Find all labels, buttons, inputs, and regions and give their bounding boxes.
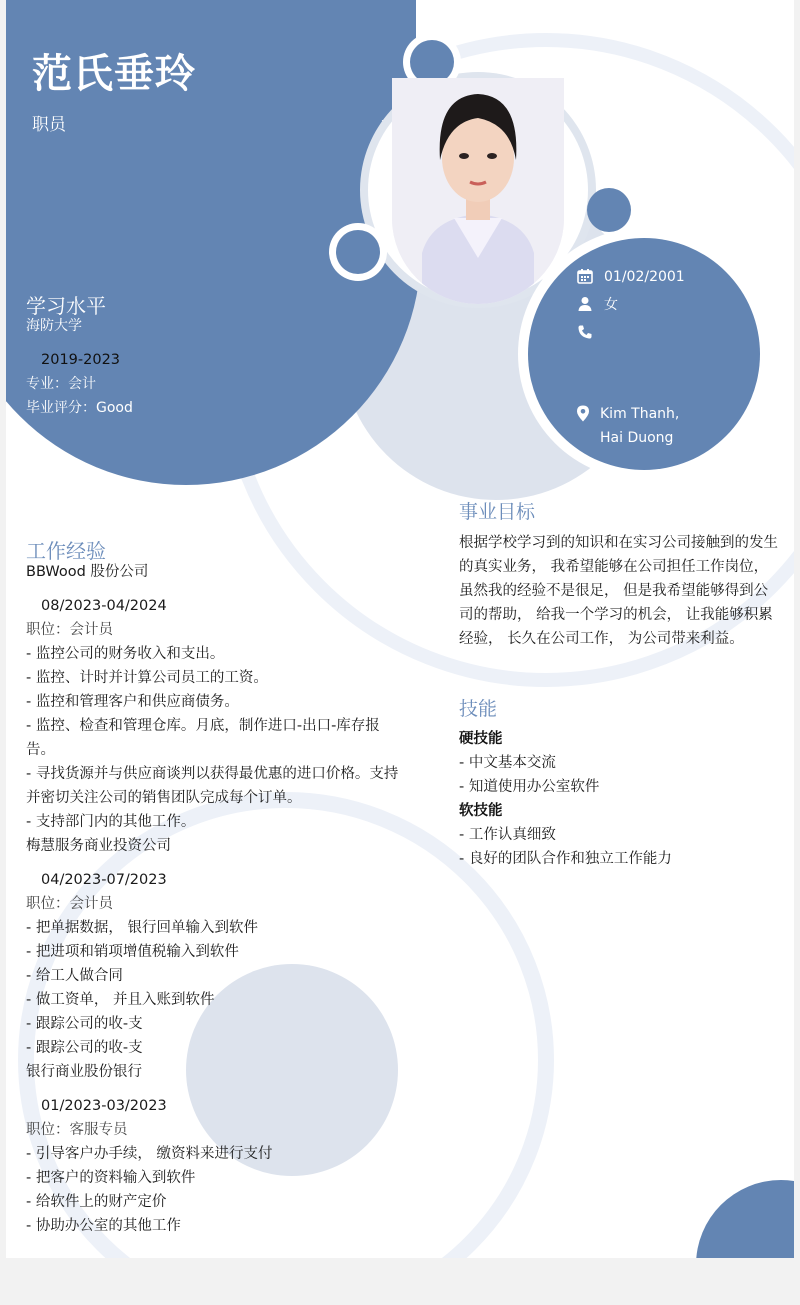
job-duty: - 把客户的资料输入到软件 (26, 1170, 196, 1186)
contact-phone-row (576, 321, 604, 340)
skills-block (459, 727, 779, 871)
phone-icon (576, 321, 594, 340)
job-duty: - 监控和管理客户和供应商债务。 (26, 694, 239, 710)
contact-dob-row (576, 265, 685, 289)
job-duty: - 做工资单， 并且入账到软件 (26, 992, 215, 1008)
job-period: 08/2023-04/2024 (41, 598, 167, 614)
education-title: 学习水平 (26, 294, 106, 318)
resume-page (6, 0, 794, 1258)
education-period: 2019-2023 (41, 352, 121, 368)
hard-skills-title: 硬技能 (459, 731, 503, 747)
contact-address-row (576, 402, 706, 450)
job-duty: - 给工人做合同 (26, 968, 123, 984)
job-duty: - 寻找货源并与供应商谈判以获得最优惠的进口价格。支持并密切关注公司的销售团队完成每个订单。 (26, 766, 399, 806)
profile-photo (392, 78, 564, 304)
experience-title: 工作经验 (26, 539, 106, 563)
job-duty: - 协助办公室的其他工作 (26, 1218, 181, 1234)
job-position: 职位：会计员 (26, 896, 113, 912)
job-period: 04/2023-07/2023 (41, 872, 167, 888)
education-school: 海防大学 (26, 318, 82, 334)
education-grade: 毕业评分：Good (26, 400, 133, 416)
job-position: 职位：会计员 (26, 622, 113, 638)
candidate-name: 范氏垂玲 (32, 51, 196, 97)
candidate-role: 职员 (32, 115, 66, 135)
job-position: 职位：客服专员 (26, 1122, 128, 1138)
skills-title: 技能 (459, 698, 498, 720)
job-duty: - 把单据数据， 银行回单输入到软件 (26, 920, 258, 936)
skill-item: - 中文基本交流 (459, 755, 556, 771)
skill-item: - 良好的团队合作和独立工作能力 (459, 851, 672, 867)
education-major: 专业：会计 (26, 376, 96, 392)
objective-title: 事业目标 (459, 501, 536, 523)
job-company: 梅慧服务商业投资公司 (26, 838, 171, 854)
contact-gender-row (576, 293, 618, 317)
skill-item: - 知道使用办公室软件 (459, 779, 600, 795)
job-duty: - 监控公司的财务收入和支出。 (26, 646, 225, 662)
person-icon (576, 293, 594, 312)
job-duty: - 监控、检查和管理仓库。月底，制作进口-出口-库存报告。 (26, 718, 380, 758)
location-icon (576, 402, 590, 422)
job-duty: - 把进项和销项增值税输入到软件 (26, 944, 239, 960)
job-period: 01/2023-03/2023 (41, 1098, 167, 1114)
job-duty: - 跟踪公司的收-支 (26, 1040, 143, 1056)
job-duty: - 支持部门内的其他工作。 (26, 814, 196, 830)
soft-skills-title: 软技能 (459, 803, 503, 819)
contact-dob: 01/02/2001 (604, 269, 685, 285)
job-duty: - 给软件上的财产定价 (26, 1194, 167, 1210)
contact-address: Kim Thanh, Hai Duong (600, 406, 680, 446)
skill-item: - 工作认真细致 (459, 827, 556, 843)
job-company: BBWood 股份公司 (26, 564, 149, 580)
job-duty: - 跟踪公司的收-支 (26, 1016, 143, 1032)
calendar-icon (576, 265, 594, 284)
job-duty: - 监控、计时并计算公司员工的工资。 (26, 670, 268, 686)
job-duty: - 引导客户办手续， 缴资料来进行支付 (26, 1146, 273, 1162)
objective-text: 根据学校学习到的知识和在实习公司接触到的发生的真实业务， 我希望能够在公司担任工作岗位， 虽然我的经验不是很足， 但是我希望能够得到公司的帮助， 给我一个学习的机会， 让我能够积累经验， 长久在公司工作， 为公司带来利益。 (459, 535, 778, 647)
job-company: 银行商业股份银行 (26, 1064, 142, 1080)
experience-list (26, 560, 401, 1238)
contact-gender: 女 (604, 297, 618, 313)
portrait-image (392, 78, 564, 304)
